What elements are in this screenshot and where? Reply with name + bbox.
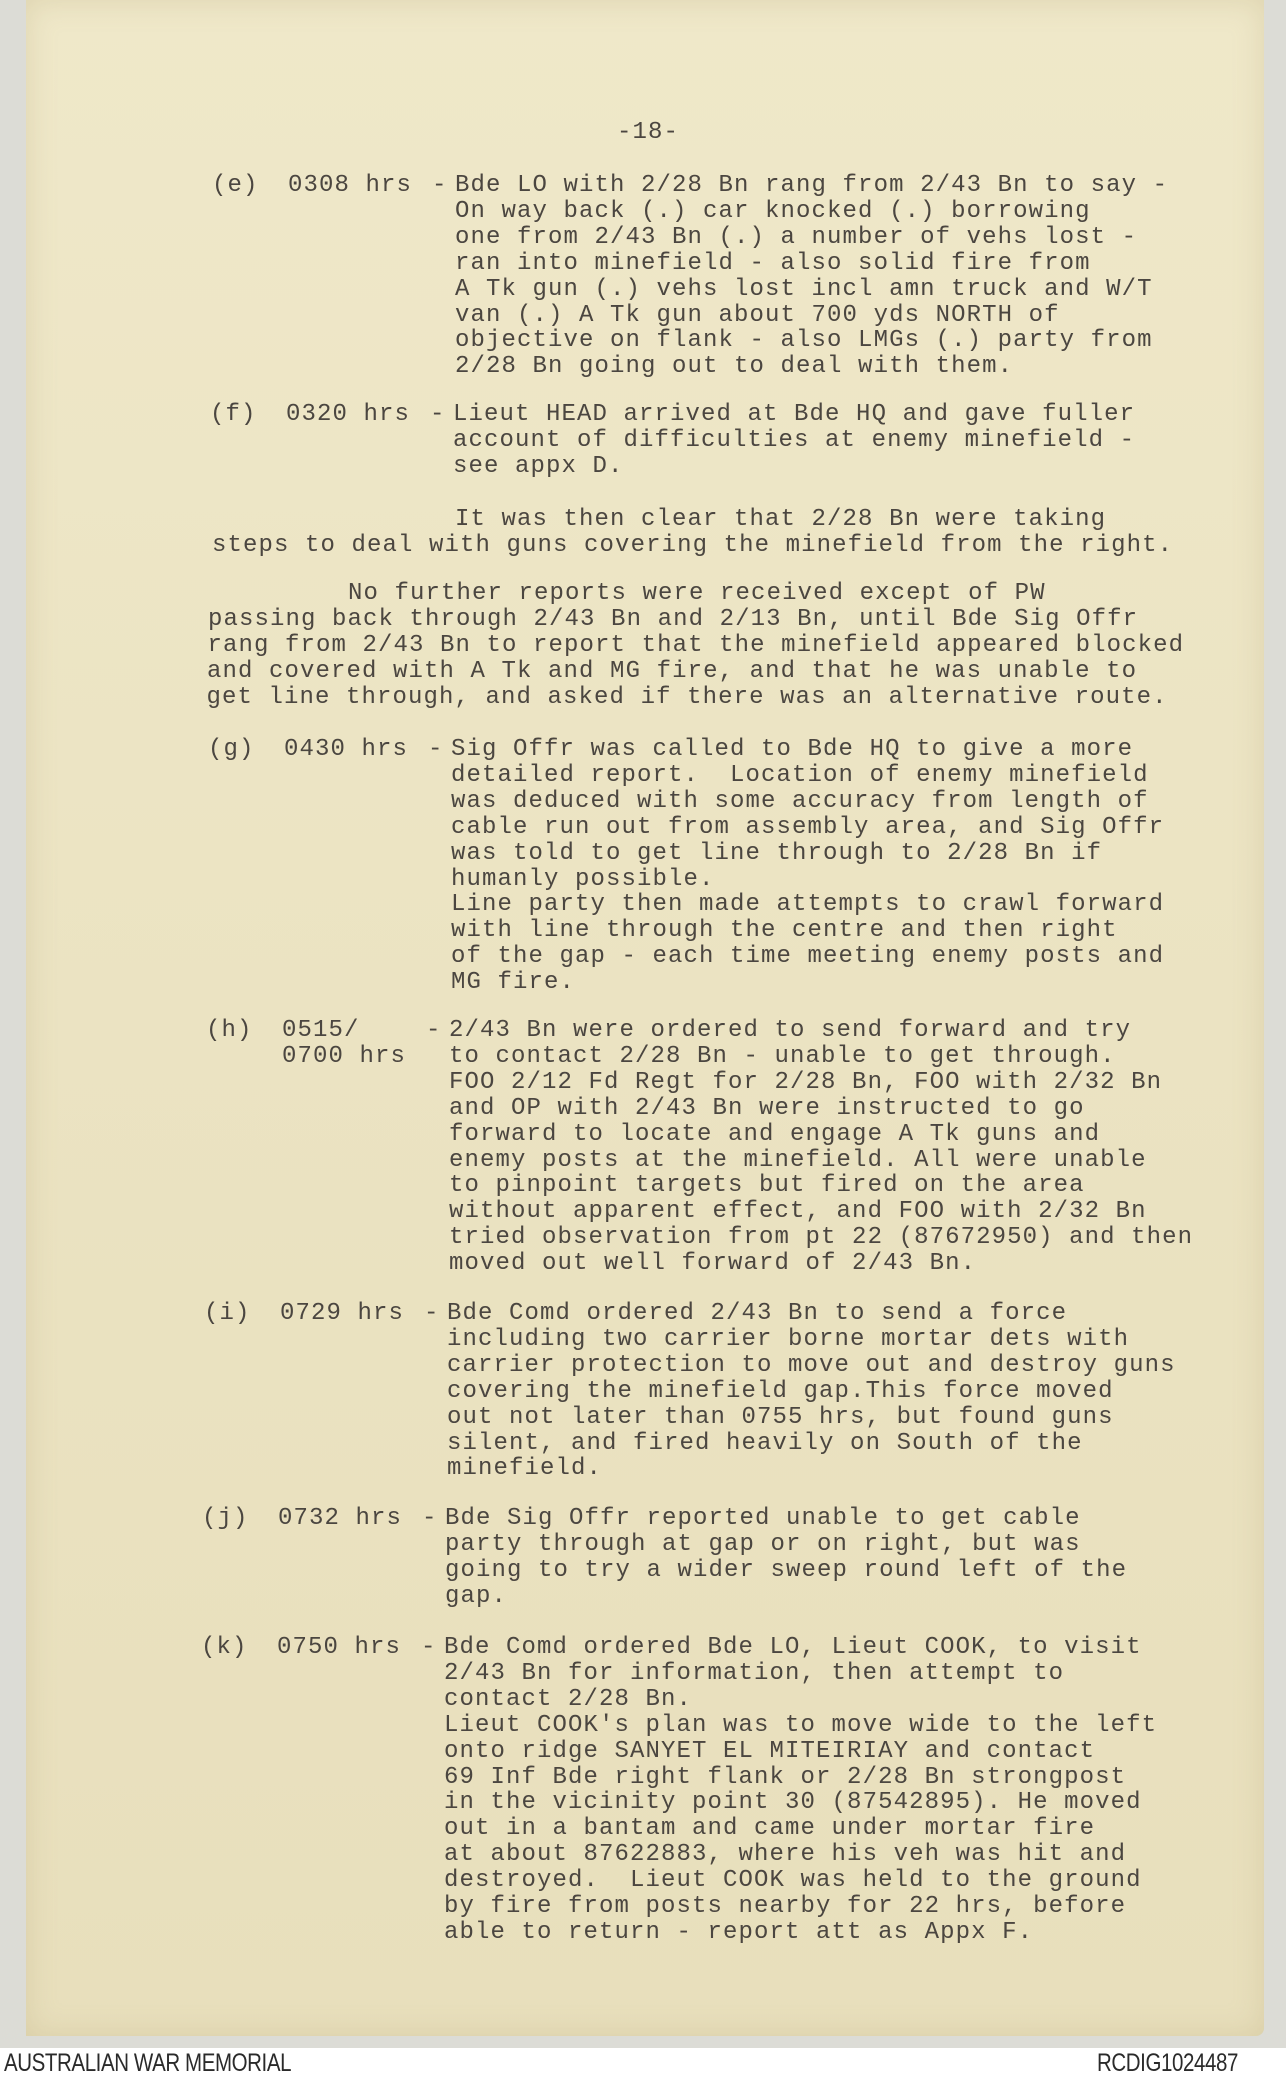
entry-text-line: was told to get line through to 2/28 Bn if — [451, 839, 1103, 867]
paragraph-line: get line through, and asked if there was an alternative route. — [206, 683, 1168, 711]
entry-text-line: humanly possible. — [451, 865, 715, 893]
entry-text-line: minefield. — [447, 1455, 603, 1483]
entry-text-line: moved out well forward of 2/43 Bn. — [449, 1250, 977, 1278]
entry-text-line: account of difficulties at enemy minefield - — [453, 426, 1136, 454]
page-number: -18- — [617, 119, 680, 146]
entry-text-line: Bde Sig Offr reported unable to get cable — [445, 1505, 1081, 1532]
entry-text-line: with line through the centre and then right — [451, 917, 1118, 945]
paragraph-line: rang from 2/43 Bn to report that the minefield appeared blocked — [207, 631, 1185, 659]
entry-text-line: at about 87622883, where his veh was hit and — [444, 1841, 1127, 1869]
entry-text-line: Lieut HEAD arrived at Bde HQ and gave fuller — [453, 401, 1136, 428]
entry-time-end: 0700 hrs — [282, 1042, 407, 1070]
entry-text-line: contact 2/28 Bn. — [444, 1685, 693, 1713]
entry-dash: - — [428, 736, 444, 763]
entry-text-line: destroyed. Lieut COOK was held to the ground — [444, 1867, 1142, 1895]
entry-text-line: silent, and fired heavily on South of the — [447, 1429, 1083, 1457]
entry-text-line: in the vicinity point 30 (87542895). He moved — [444, 1789, 1142, 1817]
entry-text-line: was deduced with some accuracy from length of — [451, 787, 1149, 815]
entry-label: (i) — [204, 1300, 251, 1327]
entry-text-line: onto ridge SANYET EL MITEIRIAY and contact — [444, 1737, 1096, 1765]
paragraph-line: passing back through 2/43 Bn and 2/13 Bn, until Bde Sig Offr — [208, 605, 1139, 633]
entry-text-line: MG fire. — [451, 969, 576, 997]
entry-time: 0308 hrs — [288, 172, 413, 199]
entry-text-line: ran into minefield - also solid fire from — [455, 249, 1091, 277]
entry-text-line: tried observation from pt 22 (87672950) and then — [449, 1224, 1194, 1252]
entry-time: 0430 hrs — [284, 736, 409, 763]
entry-dash: - — [421, 1634, 437, 1661]
entry-text-line: going to try a wider sweep round left of the — [445, 1556, 1128, 1584]
entry-text-line: out not later than 0755 hrs, but found guns — [447, 1403, 1114, 1431]
entry-time: 0515/ — [282, 1017, 360, 1044]
entry-dash: - — [430, 401, 446, 428]
entry-text-line: covering the minefield gap.This force moved — [447, 1377, 1114, 1405]
footer-institution: AUSTRALIAN WAR MEMORIAL — [4, 2049, 292, 2077]
entry-text-line: able to return - report att as Appx F. — [444, 1918, 1034, 1946]
entry-label: (h) — [206, 1017, 253, 1044]
entry-dash: - — [426, 1017, 442, 1044]
entry-time: 0320 hrs — [286, 401, 411, 428]
entry-dash: - — [432, 172, 448, 199]
footer-record-id: RCDIG1024487 — [1097, 2049, 1238, 2077]
entry-label: (j) — [202, 1505, 249, 1532]
entry-text-line: one from 2/43 Bn (.) a number of vehs lost - — [455, 223, 1138, 251]
entry-text-line: gap. — [445, 1582, 508, 1610]
entry-text-line: Bde LO with 2/28 Bn rang from 2/43 Bn to say - — [455, 172, 1169, 199]
entry-text-line: party through at gap or on right, but was — [445, 1530, 1081, 1558]
entry-text-line: to pinpoint targets but fired on the area — [449, 1172, 1085, 1200]
entry-text-line: Lieut COOK's plan was to move wide to the left — [444, 1711, 1158, 1739]
paragraph-line: steps to deal with guns covering the minefield from the right. — [212, 531, 1174, 559]
entry-text-line: Sig Offr was called to Bde HQ to give a more — [451, 736, 1134, 763]
paragraph-line: No further reports were received except of PW — [348, 580, 1046, 607]
entry-text-line: 2/43 Bn for information, then attempt to — [444, 1659, 1065, 1687]
entry-text-line: of the gap - each time meeting enemy posts and — [451, 943, 1165, 971]
entry-text-line: A Tk gun (.) vehs lost incl amn truck and W/T — [455, 275, 1153, 303]
entry-text-line: Line party then made attempts to crawl forward — [451, 891, 1165, 919]
entry-label: (f) — [210, 401, 257, 428]
entry-text-line: van (.) A Tk gun about 700 yds NORTH of — [455, 301, 1060, 329]
entry-label: (k) — [201, 1634, 248, 1661]
entry-text-line: 2/28 Bn going out to deal with them. — [455, 353, 1014, 381]
entry-text-line: 69 Inf Bde right flank or 2/28 Bn strongpost — [444, 1763, 1127, 1791]
entry-text-line: including two carrier borne mortar dets with — [447, 1325, 1130, 1353]
entry-text-line: and OP with 2/43 Bn were instructed to go — [449, 1094, 1085, 1122]
entry-text-line: On way back (.) car knocked (.) borrowing — [455, 197, 1091, 225]
entry-text-line: Bde Comd ordered Bde LO, Lieut COOK, to visit — [444, 1634, 1142, 1661]
entry-text-line: carrier protection to move out and destroy guns — [447, 1351, 1176, 1379]
entry-text-line: detailed report. Location of enemy minefield — [451, 761, 1149, 789]
entry-time: 0729 hrs — [280, 1300, 405, 1327]
entry-text-line: cable run out from assembly area, and Sig Offr — [451, 813, 1165, 841]
entry-text-line: to contact 2/28 Bn - unable to get through. — [449, 1042, 1116, 1070]
entry-label: (g) — [208, 736, 255, 763]
entry-text-line: objective on flank - also LMGs (.) party from — [455, 327, 1153, 355]
entry-text-line: forward to locate and engage A Tk guns and — [449, 1120, 1101, 1148]
entry-text-line: see appx D. — [453, 452, 624, 480]
entry-text-line: Bde Comd ordered 2/43 Bn to send a force — [447, 1300, 1068, 1327]
entry-dash: - — [424, 1300, 440, 1327]
entry-text-line: FOO 2/12 Fd Regt for 2/28 Bn, FOO with 2/32 Bn — [449, 1068, 1163, 1096]
entry-text-line: out in a bantam and came under mortar fire — [444, 1815, 1096, 1843]
entry-time: 0732 hrs — [278, 1505, 403, 1532]
entry-time: 0750 hrs — [277, 1634, 402, 1661]
entry-text-line: without apparent effect, and FOO with 2/32 Bn — [449, 1198, 1147, 1226]
entry-text-line: enemy posts at the minefield. All were unable — [449, 1146, 1147, 1174]
paragraph-line: and covered with A Tk and MG fire, and that he was unable to — [207, 657, 1138, 685]
entry-text-line: 2/43 Bn were ordered to send forward and try — [449, 1017, 1132, 1044]
paragraph-line: It was then clear that 2/28 Bn were taking — [455, 506, 1107, 533]
entry-label: (e) — [212, 172, 259, 199]
entry-dash: - — [422, 1505, 438, 1532]
entry-text-line: by fire from posts nearby for 22 hrs, before — [444, 1893, 1127, 1920]
